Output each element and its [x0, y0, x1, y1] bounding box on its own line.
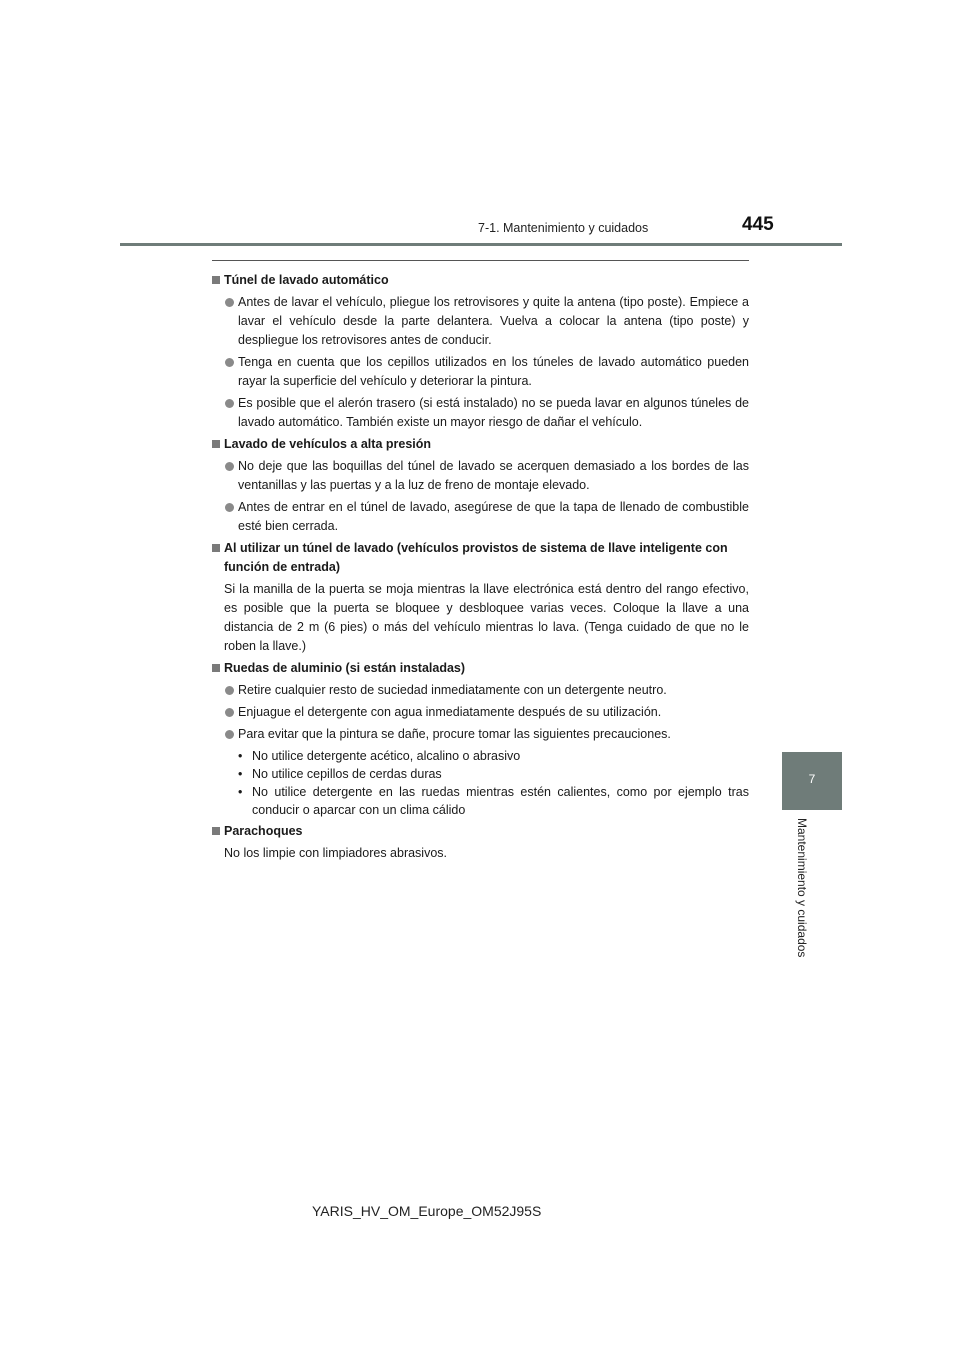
list-item: [212, 703, 749, 722]
sublist-item: [238, 783, 749, 819]
document-code: YARIS_HV_OM_Europe_OM52J95S: [312, 1203, 542, 1219]
square-bullet-icon: [212, 276, 220, 284]
chapter-tab: [782, 752, 842, 810]
page-content: [212, 268, 749, 863]
circle-bullet-icon: [225, 298, 234, 307]
section-title-high-pressure: [212, 435, 749, 454]
list-item: [212, 457, 749, 495]
list-item: [212, 394, 749, 432]
sublist-item: [238, 765, 749, 783]
sublist-item: [238, 747, 749, 765]
section-title-bumpers: [212, 822, 749, 841]
list-item-text: No deje que las boquillas del túnel de lavado se acerquen demasiado a los bordes de las ventanillas y las puertas y a la luz de freno de montaje elevado.: [238, 459, 749, 492]
section-title-aluminum-wheels: [212, 659, 749, 678]
dot-bullet-icon: •: [238, 767, 243, 781]
dot-bullet-icon: •: [238, 749, 243, 763]
list-item-text: Antes de entrar en el túnel de lavado, asegúrese de que la tapa de llenado de combustible esté bien cerrada.: [238, 500, 749, 533]
list-item-text: Es posible que el alerón trasero (si está instalado) no se pueda lavar en algunos túneles de lavado automático. También existe un mayor riesgo de dañar el vehículo.: [238, 396, 749, 429]
square-bullet-icon: [212, 664, 220, 672]
header-section-title: 7-1. Mantenimiento y cuidados: [478, 221, 649, 235]
header-divider: [120, 243, 842, 246]
section-title-car-wash: [212, 271, 749, 290]
section-title-text: Al utilizar un túnel de lavado (vehículos provistos de sistema de llave inteligente con función de entrada): [224, 541, 728, 574]
list-item-text: Para evitar que la pintura se dañe, procure tomar las siguientes precauciones.: [238, 727, 671, 741]
circle-bullet-icon: [225, 686, 234, 695]
list-item-text: Tenga en cuenta que los cepillos utilizados en los túneles de lavado automático pueden rayar la superficie del vehículo y deteriorar la pintura.: [238, 355, 749, 388]
circle-bullet-icon: [225, 399, 234, 408]
square-bullet-icon: [212, 827, 220, 835]
section-paragraph: No los limpie con limpiadores abrasivos.: [224, 846, 448, 860]
section-title-text: Parachoques: [224, 824, 303, 838]
circle-bullet-icon: [225, 462, 234, 471]
page-number: 445: [742, 214, 774, 235]
chapter-title-vertical: Mantenimiento y cuidados: [795, 818, 809, 958]
circle-bullet-icon: [225, 358, 234, 367]
section-title-text: Túnel de lavado automático: [224, 273, 389, 287]
circle-bullet-icon: [225, 503, 234, 512]
chapter-number: 7: [808, 772, 816, 786]
list-item-text: Antes de lavar el vehículo, pliegue los retrovisores y quite la antena (tipo poste). Empiece a lavar el vehículo desde la parte delantera. Vuelva a colocar la antena (tipo poste) y despliegue los retrovisores antes de conducir.: [238, 295, 749, 347]
square-bullet-icon: [212, 544, 220, 552]
sublist-item-text: No utilice detergente en las ruedas mientras estén calientes, como por ejemplo tras conducir o aparcar con un clima cálido: [252, 785, 749, 817]
circle-bullet-icon: [225, 708, 234, 717]
sublist-item-text: No utilice detergente acético, alcalino o abrasivo: [252, 749, 521, 763]
sublist-item-text: No utilice cepillos de cerdas duras: [252, 767, 442, 781]
section-title-text: Lavado de vehículos a alta presión: [224, 437, 432, 451]
section-paragraph: Si la manilla de la puerta se moja mientras la llave electrónica está dentro del rango efectivo, es posible que la puerta se bloquee y desbloquee varias veces. Coloque la llave a una distancia de 2 m (6 pies) o más del vehículo mientras lo lava. (Tenga cuidado de que no le roben la llave.): [224, 582, 749, 653]
square-bullet-icon: [212, 440, 220, 448]
list-item: [212, 353, 749, 391]
list-item-text: Enjuague el detergente con agua inmediatamente después de su utilización.: [238, 705, 662, 719]
section-title-text: Ruedas de aluminio (si están instaladas): [224, 661, 466, 675]
circle-bullet-icon: [225, 730, 234, 739]
list-item: [212, 725, 749, 744]
list-item: [212, 293, 749, 350]
precautions-sublist: [212, 747, 749, 819]
list-item-text: Retire cualquier resto de suciedad inmediatamente con un detergente neutro.: [238, 683, 667, 697]
content-divider: [212, 260, 749, 261]
list-item: [212, 498, 749, 536]
section-title-smart-key: [212, 539, 749, 577]
dot-bullet-icon: •: [238, 785, 243, 799]
list-item: [212, 681, 749, 700]
